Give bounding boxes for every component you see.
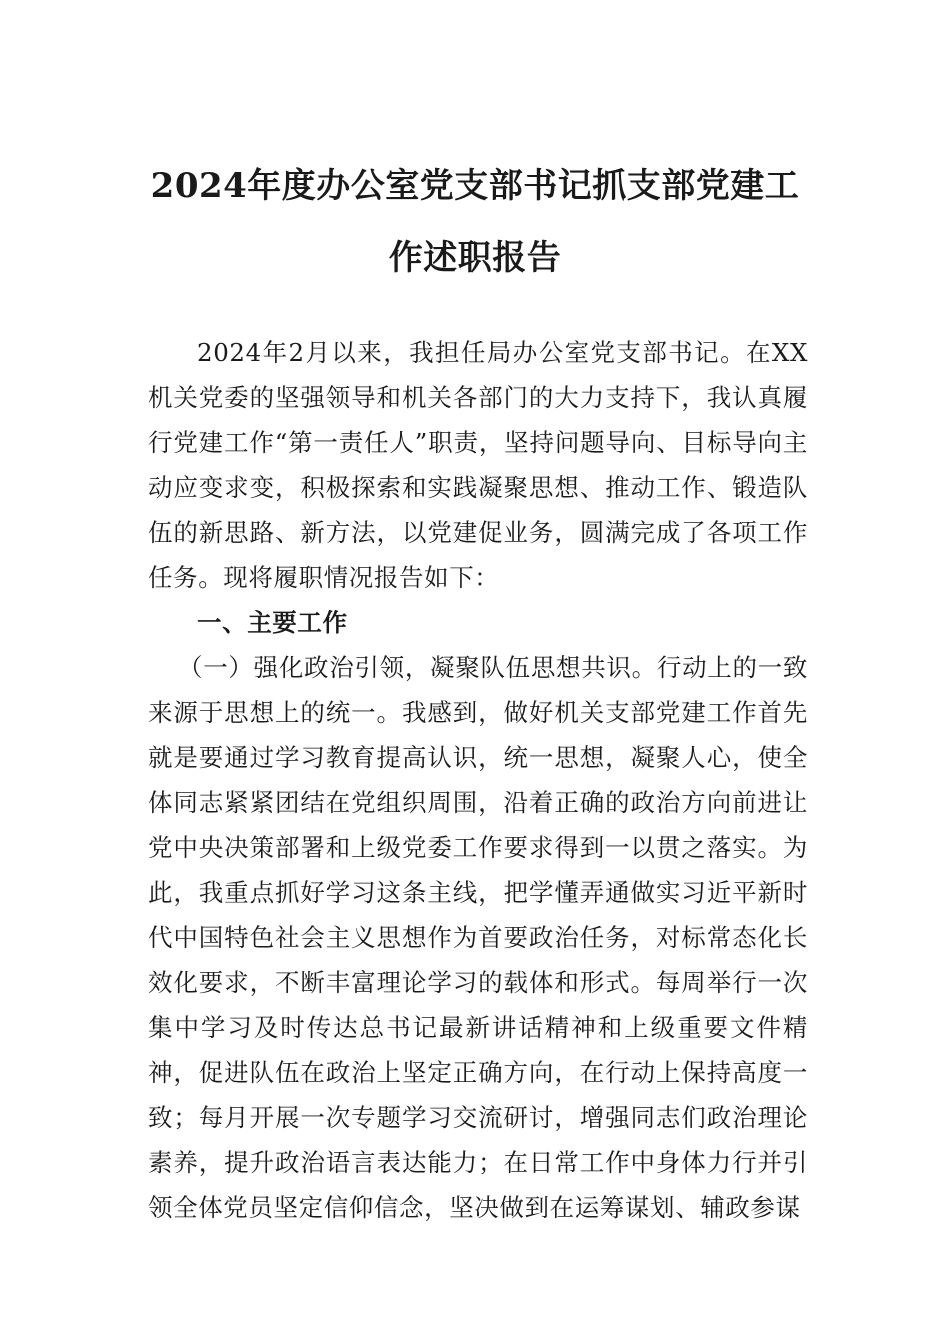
document-title: 2024年度办公室党支部书记抓支部党建工作述职报告: [150, 166, 800, 278]
document-body: [148, 330, 808, 1230]
section-heading: 一、主要工作: [197, 608, 348, 637]
intro-paragraph: 2024年2月以来，我担任局办公室党支部书记。在XX机关党委的坚强领导和机关各部门的大力支持下，我认真履行党建工作“第一责任人”职责，坚持问题导向、目标导向主动应变求变，积极探索和实践凝聚思想、推动工作、锻造队伍的新思路、新方法，以党建促业务，圆满完成了各项工作任务。现将履职情况报告如下：: [148, 338, 808, 592]
body-paragraph: （一）强化政治引领，凝聚队伍思想共识。行动上的一致来源于思想上的统一。我感到，做好机关支部党建工作首先就是要通过学习教育提高认识，统一思想，凝聚人心，使全体同志紧紧团结在党组织周围，沿着正确的政治方向前进让党中央决策部署和上级党委工作要求得到一以贯之落实。为此，我重点抓好学习这条主线，把学懂弄通做实习近平新时代中国特色社会主义思想作为首要政治任务，对标常态化长效化要求，不断丰富理论学习的载体和形式。每周举行一次集中学习及时传达总书记最新讲话精神和上级重要文件精神，促进队伍在政治上坚定正确方向，在行动上保持高度一致；每月开展一次专题学习交流研讨，增强同志们政治理论素养，提升政治语言表达能力；在日常工作中身体力行并引领全体党员坚定信仰信念，坚决做到在运筹谋划、辅政参谋: [148, 653, 808, 1222]
